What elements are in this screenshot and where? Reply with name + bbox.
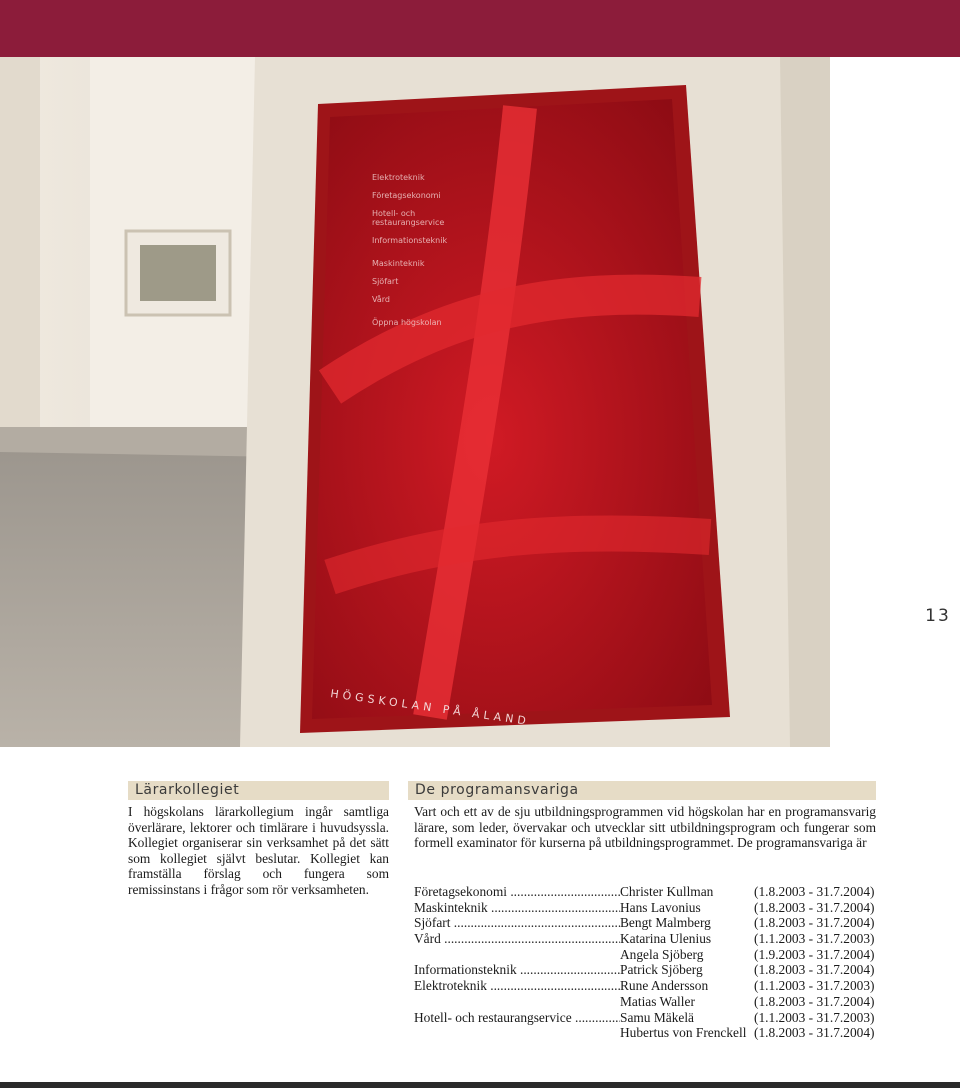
list-item <box>414 994 884 1010</box>
person-name: Christer Kullman <box>620 884 714 899</box>
poster-photo-illustration <box>0 57 830 747</box>
section-heading-programansvariga: De programansvariga <box>408 781 876 800</box>
list-item <box>414 962 884 978</box>
program-name: Vård ..... <box>414 931 620 947</box>
period: (1.8.2003 - 31.7.2004) <box>754 899 875 915</box>
person-name: Angela Sjöberg <box>620 946 704 962</box>
period: (1.9.2003 - 31.7.2004) <box>754 946 875 962</box>
period: (1.8.2003 - 31.7.2004) <box>754 915 875 931</box>
svg-text:Sjöfart: Sjöfart <box>372 277 399 286</box>
person-name: Samu Mäkelä <box>620 1009 695 1025</box>
period: (1.1.2003 - 31.7.2003) <box>754 931 875 947</box>
gallery-photo <box>0 57 830 747</box>
period: (1.1.2003 - 31.7.2003) <box>754 978 875 994</box>
list-item <box>414 978 884 994</box>
person-name: Rune Andersson <box>620 978 709 994</box>
svg-text:Öppna högskolan: Öppna högskolan <box>372 318 442 327</box>
svg-text:Elektroteknik: Elektroteknik <box>372 173 425 182</box>
section-heading-larrakollegiet: Lärarkollegiet <box>128 781 389 800</box>
larrakollegiet-paragraph: I högskolans lärarkollegium ingår samtliga överlärare, lektorer och timlärare i huvudsyssla. Kollegiet organiserar sin verksamhet på det sätt som kollegiet självt beslutar. Kollegiet kan framställa förslag och fungera som remissinstans i frågor som rör verksamheten. <box>128 804 389 897</box>
svg-text:Informationsteknik: Informationsteknik <box>372 236 448 245</box>
period: (1.8.2003 - 31.7.2004) <box>754 884 875 899</box>
program-name: Företagsekonomi ..... <box>414 884 620 900</box>
period: (1.1.2003 - 31.7.2003) <box>754 1009 875 1025</box>
program-name: Informationsteknik ..... <box>414 962 620 978</box>
svg-text:restaurangservice: restaurangservice <box>372 218 445 227</box>
person-name: Hans Lavonius <box>620 899 701 915</box>
list-item <box>414 1025 884 1041</box>
list-item <box>414 1010 884 1026</box>
page-number: 13 <box>925 606 951 626</box>
person-name: Patrick Sjöberg <box>620 962 703 978</box>
person-name: Bengt Malmberg <box>620 915 711 931</box>
list-item <box>414 900 884 916</box>
person-name: Matias Waller <box>620 993 695 1009</box>
list-item <box>414 884 884 900</box>
svg-text:Vård: Vård <box>372 295 390 304</box>
period: (1.8.2003 - 31.7.2004) <box>754 962 875 978</box>
list-item <box>414 947 884 963</box>
program-name: Maskinteknik ..... <box>414 900 620 916</box>
period: (1.8.2003 - 31.7.2004) <box>754 1025 875 1041</box>
person-name: Hubertus von Frenckell <box>620 1025 747 1041</box>
program-name: Sjöfart ..... <box>414 915 620 931</box>
svg-text:Maskinteknik: Maskinteknik <box>372 259 425 268</box>
bottom-rule <box>0 1082 960 1088</box>
program-name: Elektroteknik ..... <box>414 978 620 994</box>
program-responsible-list <box>414 884 884 1041</box>
svg-text:Hotell- och: Hotell- och <box>372 209 416 218</box>
program-name: Hotell- och restaurangservice ..... <box>414 1010 620 1026</box>
top-color-band <box>0 0 960 57</box>
period: (1.8.2003 - 31.7.2004) <box>754 993 875 1009</box>
programansvariga-paragraph: Vart och ett av de sju utbildningsprogrammen vid högskolan har en programansvarig lärare, som leder, övervakar och utvecklar sitt utbildningsprogram och fungerar som formell examinator för kurserna på utbildningsprogrammet. De programansvariga är <box>414 804 876 850</box>
list-item <box>414 915 884 931</box>
person-name: Katarina Ulenius <box>620 931 712 947</box>
svg-text:Företagsekonomi: Företagsekonomi <box>372 191 441 200</box>
list-item <box>414 931 884 947</box>
svg-text:HÖGSKOLAN PÅ ÅLAND: HÖGSKOLAN PÅ ÅLAND <box>329 687 531 728</box>
